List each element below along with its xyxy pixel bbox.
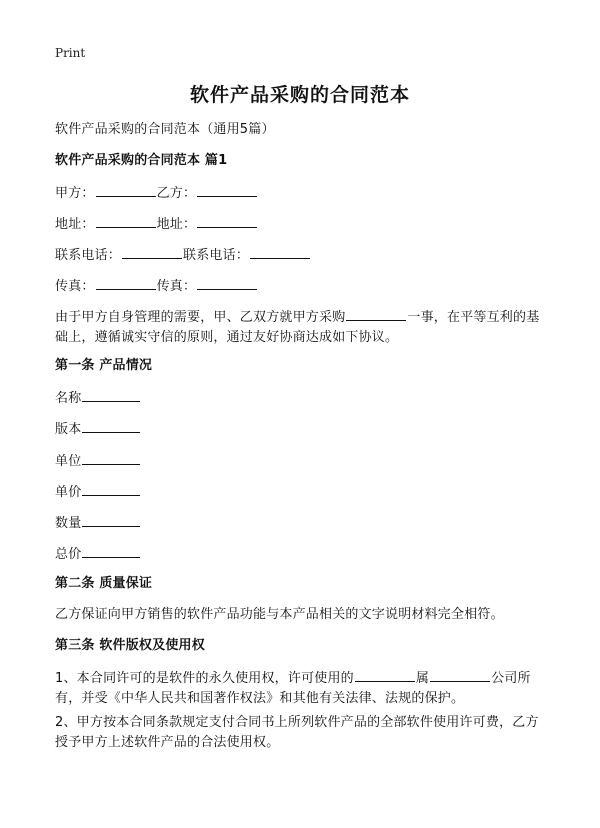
phone-a-blank <box>122 244 182 259</box>
intro-text-end: 一事，在平等互利的基础上，遵循诚实守信的原则，通过友好协商达成如下协议。 <box>55 310 540 345</box>
document-subtitle: 软件产品采购的合同范本（通用5篇） <box>55 122 275 137</box>
field-total-blank <box>82 543 140 558</box>
field-name-label: 名称 <box>55 391 82 406</box>
party-b-blank <box>197 182 257 197</box>
fax-a-blank <box>96 275 156 290</box>
party-row <box>55 182 545 204</box>
field-unit-price-row <box>55 481 545 503</box>
field-unit-label: 单位 <box>55 454 82 469</box>
field-quantity-row <box>55 512 545 534</box>
field-unit-row <box>55 450 545 472</box>
article2-body: 乙方保证向甲方销售的软件产品功能与本产品相关的文字说明材料完全相符。 <box>55 607 504 622</box>
clause1-text-end: 公司所有，并受《中华人民共和国著作权法》和其他有关法律、法规的保护。 <box>55 671 531 706</box>
phone-b-blank <box>250 244 310 259</box>
fax-row <box>55 275 545 297</box>
clause1-company-blank <box>430 667 490 682</box>
field-version-label: 版本 <box>55 422 82 437</box>
print-link[interactable]: Print <box>55 46 86 60</box>
field-total-row <box>55 543 545 565</box>
article3-heading: 第三条 软件版权及使用权 <box>55 638 205 653</box>
field-name-row <box>55 387 545 409</box>
section-heading: 软件产品采购的合同范本 篇1 <box>55 153 228 168</box>
intro-text-start: 由于甲方自身管理的需要，甲、乙双方就甲方采购 <box>55 310 346 325</box>
address-b-blank <box>197 213 257 228</box>
field-version-row <box>55 418 545 440</box>
article3-clause-1 <box>55 667 545 709</box>
field-total-label: 总价 <box>55 547 82 562</box>
clause1-software-blank <box>355 667 415 682</box>
field-version-blank <box>82 418 140 433</box>
field-unit-price-label: 单价 <box>55 485 82 500</box>
article1-heading: 第一条 产品情况 <box>55 358 153 373</box>
address-a-blank <box>96 213 156 228</box>
field-quantity-label: 数量 <box>55 516 82 531</box>
address-row <box>55 213 545 235</box>
phone-row <box>55 244 545 266</box>
field-quantity-blank <box>82 512 140 527</box>
field-unit-price-blank <box>82 481 140 496</box>
address-a-label: 地址： <box>55 217 95 232</box>
clause1-text-start: 1、本合同许可的是软件的永久使用权，许可使用的 <box>55 671 354 686</box>
intro-paragraph <box>55 306 545 348</box>
phone-b-label: 联系电话： <box>183 248 250 263</box>
document-title: 软件产品采购的合同范本 <box>189 84 410 106</box>
intro-blank <box>346 306 406 321</box>
phone-a-label: 联系电话： <box>55 248 122 263</box>
party-a-blank <box>96 182 156 197</box>
field-unit-blank <box>82 450 140 465</box>
party-a-label: 甲方： <box>55 186 95 201</box>
clause1-text-mid: 属 <box>415 671 430 686</box>
address-b-label: 地址： <box>156 217 197 232</box>
fax-a-label: 传真： <box>55 279 95 294</box>
party-b-label: 乙方： <box>156 186 197 201</box>
article3-clause-2: 2、甲方按本合同条款规定支付合同书上所列软件产品的全部软件使用许可费，乙方授予甲方上述软件产品的合法使用权。 <box>55 715 539 750</box>
article2-heading: 第二条 质量保证 <box>55 576 153 591</box>
fax-b-blank <box>197 275 257 290</box>
field-name-blank <box>82 387 140 402</box>
fax-b-label: 传真： <box>156 279 197 294</box>
